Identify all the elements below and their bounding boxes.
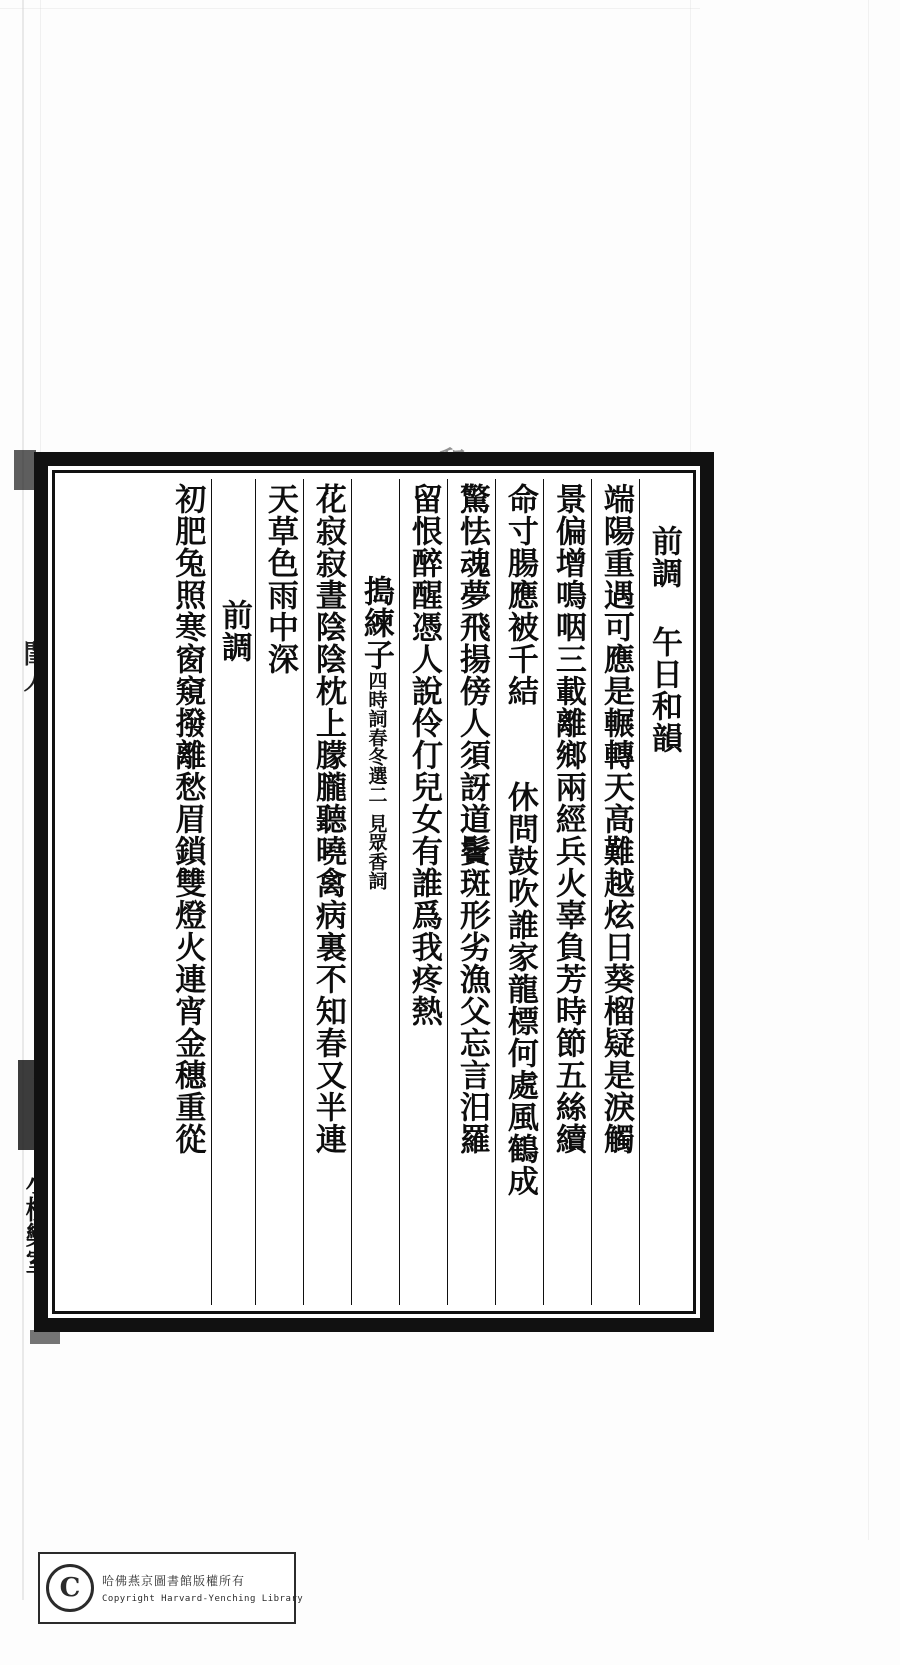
margin-rule-top xyxy=(0,8,700,9)
column-tune-title xyxy=(351,479,399,1305)
column-text: 花寂寂晝陰陰枕上朦朧聽曉禽病裏不知春又半連 xyxy=(309,483,346,1155)
column-7 xyxy=(303,479,351,1305)
column-text: 初肥兔照寒窗窺撥離愁眉鎖雙燈火連宵金穗重從 xyxy=(169,483,206,1155)
ink-smudge-3 xyxy=(30,1330,60,1344)
text-block-inner-frame xyxy=(52,470,696,1314)
column-text: 前調 xyxy=(215,599,252,663)
text-block-frame xyxy=(34,452,714,1332)
column-subnote: 四時詞春冬選二 xyxy=(365,671,388,804)
column-title xyxy=(639,479,687,1305)
stamp-english-text: Copyright Harvard-Yenching Library xyxy=(102,1594,304,1604)
margin-rule-right xyxy=(690,0,691,455)
column-source-note: 見眾香詞 xyxy=(365,814,388,890)
column-text: 命寸腸應被千結 休問鼓吹誰家龍標何處風鶴成 xyxy=(501,483,538,1197)
column-1 xyxy=(591,479,639,1305)
library-copyright-stamp xyxy=(38,1552,304,1624)
column-text: 端陽重遇可應是輾轉天高難越炫日葵榴疑是淚觸 xyxy=(597,483,634,1155)
column-4 xyxy=(447,479,495,1305)
column-2 xyxy=(543,479,591,1305)
column-text: 前調 午日和韻 xyxy=(645,525,682,754)
ink-smudge-2 xyxy=(14,450,36,490)
column-3 xyxy=(495,479,543,1305)
column-text: 驚怯魂夢飛揚傍人須訝道鬢斑形劣漁父忘言汨羅 xyxy=(453,483,490,1155)
column-text: 搗練子 xyxy=(357,575,394,671)
column-10 xyxy=(163,479,211,1305)
margin-rule-left-secondary xyxy=(40,0,41,470)
column-5 xyxy=(399,479,447,1305)
column-8 xyxy=(255,479,303,1305)
column-text: 留恨醉醒憑人說伶仃兒女有誰爲我疼熱 xyxy=(405,483,442,1027)
text-columns xyxy=(61,479,687,1305)
column-text: 景偏增鳴咽三載離鄉兩經兵火辜負芳時節五絲續 xyxy=(549,483,586,1155)
copyright-icon: C xyxy=(46,1564,94,1612)
stamp-text-group xyxy=(102,1572,303,1604)
column-text: 天草色雨中深 xyxy=(261,483,298,675)
column-tune-title-2 xyxy=(211,479,255,1305)
stamp-chinese-text: 哈佛燕京圖書館版權所有 xyxy=(102,1574,246,1588)
margin-rule-right-secondary xyxy=(868,0,869,1540)
